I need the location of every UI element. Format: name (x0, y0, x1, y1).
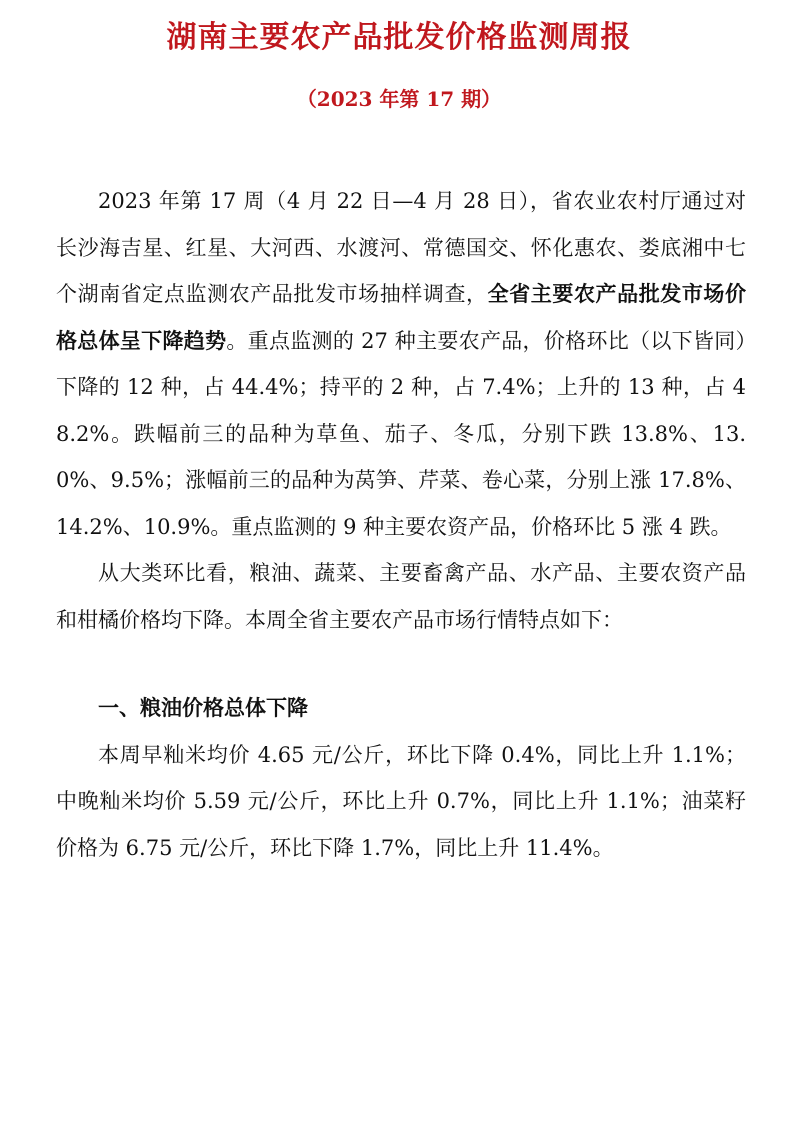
section-heading-grain-oil: 一、粮油价格总体下降 (98, 696, 308, 720)
report-body (56, 178, 746, 871)
category-overview-paragraph: 从大类环比看，粮油、蔬菜、主要畜禽产品、水产品、主要农资产品和柑橘价格均下降。本周全省主要农产品市场行情特点如下： (56, 561, 746, 632)
report-title: 湖南主要农产品批发价格监测周报 (166, 20, 632, 55)
summary-text-details: 。重点监测的 27 种主要农产品，价格环比（以下皆同）下降的 12 种，占 44.4%；持平的 2 种，占 7.4%；上升的 13 种，占 48.2%。跌幅前三的品种为草鱼、茄子、冬瓜，分别下跌 13.8%、13.0%、9.5%；涨幅前三的品种为莴笋、芹菜、卷心菜，分别上涨 17.8%、14.2%、10.9%。重点监测的 9 种主要农资产品，价格环比 5 涨 4 跌。 (56, 328, 746, 539)
summary-text-lead: 2023 年第 17 周（4 月 22 日—4 月 28 日），省农业农村厅通过对长沙海吉星、红星、大河西、水渡河、常德国交、怀化惠农、娄底湘中七个湖南省定点监测农产品批发市场抽样调查， (56, 189, 746, 306)
summary-key-finding: 全省主要农产品批发市场价格总体呈下降趋势 (56, 281, 747, 353)
grain-oil-paragraph: 本周早籼米均价 4.65 元/公斤，环比下降 0.4%，同比上升 1.1%；中晚籼米均价 5.59 元/公斤，环比上升 0.7%，同比上升 1.1%；油菜籽价格为 6.75 元/公斤，环比下降 1.7%，同比上升 11.4%。 (56, 742, 746, 860)
report-issue-subtitle: （2023 年第 17 期） (296, 87, 502, 111)
summary-paragraph (56, 178, 746, 550)
